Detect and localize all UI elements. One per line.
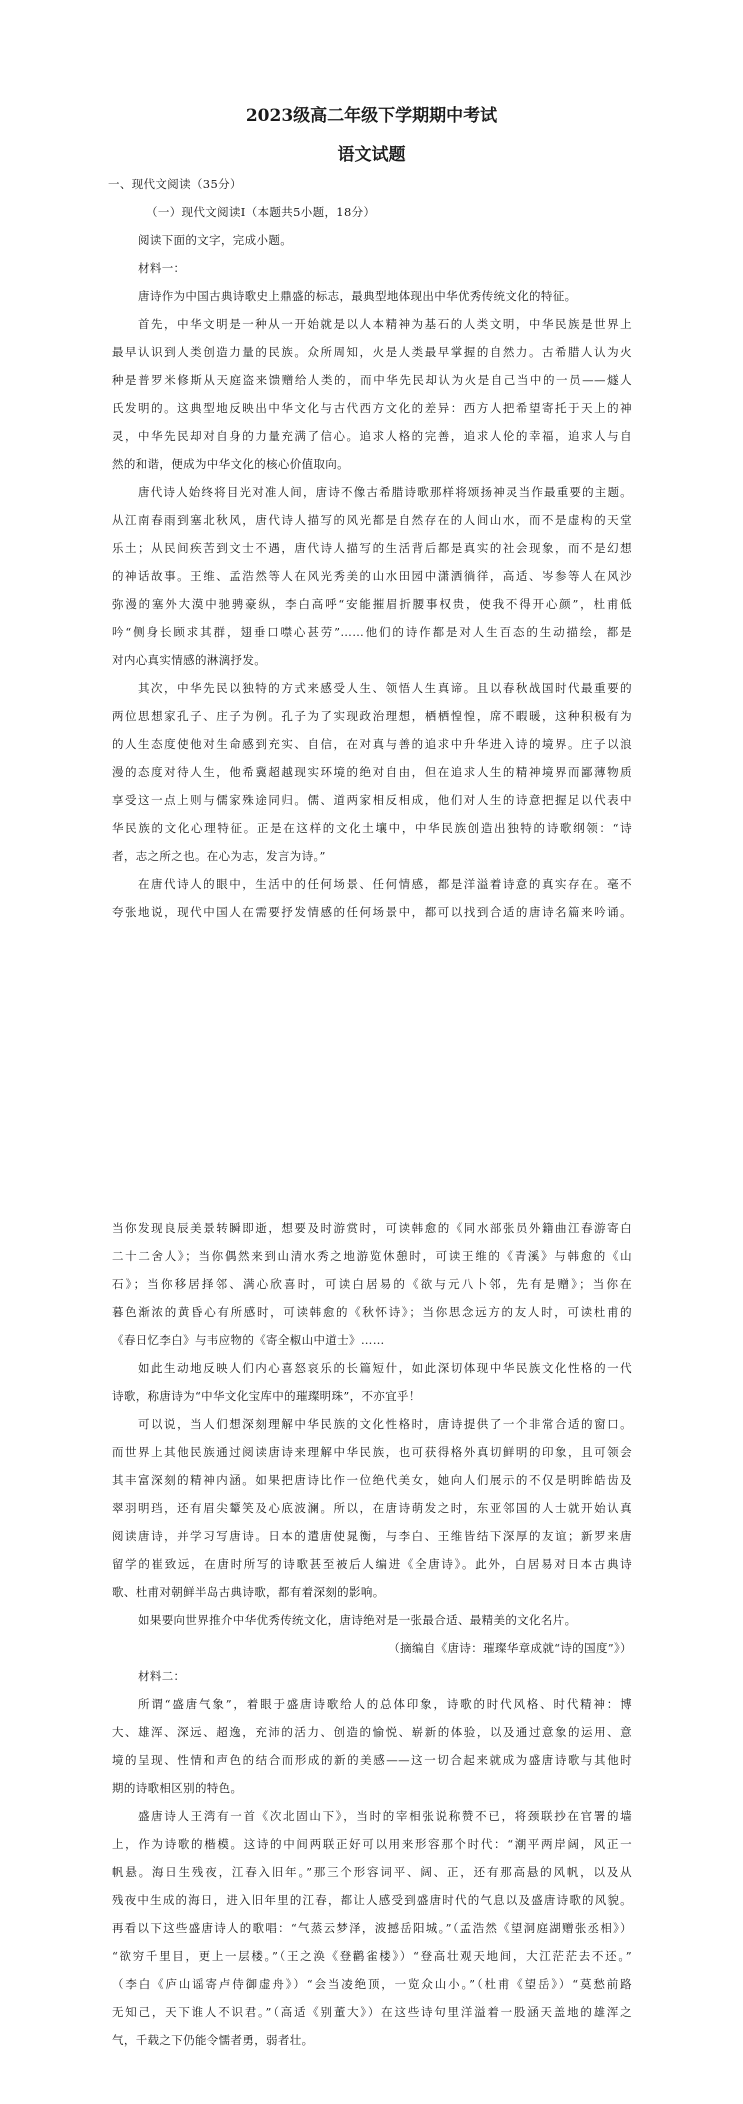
text-line: 的人生态度使他对生命感到充实、自信，在对真与善的追求中升华进入诗的境界。庄子以浪 <box>112 737 632 751</box>
text-line: 华民族的文化心理特征。正是在这样的文化土壤中，中华民族创造出独特的诗歌纲领：“诗 <box>112 821 632 835</box>
text-line: 在唐代诗人的眼中，生活中的任何场景、任何情感，都是洋溢着诗意的真实存在。毫不 <box>138 877 632 891</box>
text-line: 可以说，当人们想深刻理解中华民族的文化性格时，唐诗提供了一个非常合适的窗口。 <box>138 1417 632 1431</box>
material-1-label: 材料一： <box>138 261 186 275</box>
text-line: 翠羽明珰，还有眉尖颦笑及心底波澜。所以，在唐诗萌发之时，东亚邻国的人士就开始认真 <box>112 1501 632 1515</box>
exam-subtitle: 语文试题 <box>337 145 406 165</box>
text-line: 阅读唐诗，并学习写唐诗。日本的遣唐使晁衡，与李白、王维皆结下深厚的友谊；新罗来唐 <box>112 1529 632 1543</box>
text-line: 盛唐诗人王湾有一首《次北固山下》，当时的宰相张说称赞不已，将颈联抄在官署的墙 <box>138 1809 632 1823</box>
text-line: 残夜中生成的海日，进入旧年里的江春，都让人感受到盛唐时代的气息以及盛唐诗歌的风貌。 <box>112 1893 632 1907</box>
text-line: 境的呈现、性情和声色的结合而形成的新的美感——这一切合起来就成为盛唐诗歌与其他时 <box>112 1753 632 1767</box>
text-line: 乐土；从民间疾苦到文士不遇，唐代诗人描写的生活背后都是真实的社会现象，而不是幻想 <box>112 541 632 555</box>
text-line: 享受这一点上则与儒家殊途同归。儒、道两家相反相成，他们对人生的诗意把握足以代表中 <box>112 793 632 807</box>
text-line: 《春日忆李白》与韦应物的《寄全椒山中道士》…… <box>112 1333 385 1347</box>
text-line: 种是普罗米修斯从天庭盗来馈赠给人类的，而中华先民却认为火是自己当中的一员——燧人 <box>112 373 632 387</box>
material-2-label: 材料二： <box>138 1669 186 1683</box>
section-heading: 一、现代文阅读（35分） <box>108 177 242 191</box>
text-line: 者，志之所之也。在心为志，发言为诗。” <box>112 849 326 863</box>
text-line: “欲穷千里目，更上一层楼。”（王之涣《登鹳雀楼》）“登高壮观天地间，大江茫茫去不还。” <box>112 1949 632 1963</box>
text-line: 灵，中华先民却对自身的力量充满了信心。追求人格的完善，追求人伦的幸福，追求人与自 <box>112 429 632 443</box>
text-line: （李白《庐山谣寄卢侍御虚舟》）“会当凌绝顶，一览众山小。”（杜甫《望岳》）“莫愁前路 <box>112 1977 632 1991</box>
text-line: 所谓“盛唐气象”，着眼于盛唐诗歌给人的总体印象，诗歌的时代风格、时代精神：博 <box>138 1697 632 1711</box>
text-line: 其丰富深刻的精神内涵。如果把唐诗比作一位绝代美女，她向人们展示的不仅是明眸皓齿及 <box>112 1473 632 1487</box>
text-line: 如此生动地反映人们内心喜怒哀乐的长篇短什，如此深切体现中华民族文化性格的一代 <box>138 1361 632 1375</box>
text-line: 对内心真实情感的淋漓抒发。 <box>112 653 267 667</box>
instruction-text: 阅读下面的文字，完成小题。 <box>138 233 293 247</box>
text-line: 期的诗歌相区别的特色。 <box>112 1781 243 1795</box>
text-line: 唐代诗人始终将目光对准人间，唐诗不像古希腊诗歌那样将颂扬神灵当作最重要的主题。 <box>138 485 632 499</box>
text-line: 当你发现良辰美景转瞬即逝，想要及时游赏时，可读韩愈的《同水部张员外籍曲江春游寄白 <box>112 1221 632 1235</box>
text-line: 吟“侧身长顾求其群，翅垂口噤心甚劳”……他们的诗作都是对人生百态的生动描绘，都是 <box>112 625 632 639</box>
text-line: 留学的崔致远，在唐时所写的诗歌甚至被后人编进《全唐诗》。此外，白居易对日本古典诗 <box>112 1557 632 1571</box>
text-line: 氏发明的。这典型地反映出中华文化与古代西方文化的差异：西方人把希望寄托于天上的神 <box>112 401 632 415</box>
text-line: 大、雄浑、深远、超逸，充沛的活力、创造的愉悦、崭新的体验，以及通过意象的运用、意 <box>112 1725 632 1739</box>
text-line: 无知己，天下谁人不识君。”（高适《别董大》）在这些诗句里洋溢着一股涵天盖地的雄浑之 <box>112 2005 632 2019</box>
text-line: 而世界上其他民族通过阅读唐诗来理解中华民族，也可获得格外真切鲜明的印象，且可领会 <box>112 1445 632 1459</box>
text-line: 夸张地说，现代中国人在需要抒发情感的任何场景中，都可以找到合适的唐诗名篇来吟诵。 <box>112 905 632 919</box>
text-line: 首先，中华文明是一种从一开始就是以人本精神为基石的人类文明，中华民族是世界上 <box>138 317 632 331</box>
text-line: 诗歌，称唐诗为“中华文化宝库中的璀璨明珠”，不亦宜乎！ <box>112 1389 421 1403</box>
text-line: 二十二舍人》；当你偶然来到山清水秀之地游览休憩时，可读王维的《青溪》与韩愈的《山 <box>112 1249 632 1263</box>
text-line: 帆悬。海日生残夜，江春入旧年。”那三个形容词平、阔、正，还有那高悬的风帆，以及从 <box>112 1865 632 1879</box>
text-line: 从江南春雨到塞北秋风，唐代诗人描写的风光都是自然存在的人间山水，而不是虚构的天堂 <box>112 513 632 527</box>
text-line: 气，千载之下仍能令懦者勇，弱者壮。 <box>112 2033 314 2047</box>
text-line: 唐诗作为中国古典诗歌史上鼎盛的标志，最典型地体现出中华优秀传统文化的特征。 <box>138 289 577 303</box>
source-note: （摘编自《唐诗：璀璨华章成就“诗的国度”》） <box>388 1641 632 1655</box>
text-line: 再看以下这些盛唐诗人的歌唱：“气蒸云梦泽，波撼岳阳城。”（孟浩然《望洞庭湖赠张丞相》） <box>112 1921 632 1935</box>
text-line: 然的和谐，便成为中华文化的核心价值取向。 <box>112 457 349 471</box>
text-line: 歌、杜甫对朝鲜半岛古典诗歌，都有着深刻的影响。 <box>112 1585 385 1599</box>
text-line: 如果要向世界推介中华优秀传统文化，唐诗绝对是一张最合适、最精美的文化名片。 <box>138 1613 577 1627</box>
text-line: 暮色渐浓的黄昏心有所感时，可读韩愈的《秋怀诗》；当你思念远方的友人时，可读杜甫的 <box>112 1305 632 1319</box>
text-line: 弥漫的塞外大漠中驰骋豪纵，李白高呼“安能摧眉折腰事权贵，使我不得开心颜”，杜甫低 <box>112 597 632 611</box>
exam-title: 2023级高二年级下学期期中考试 <box>245 106 498 126</box>
text-line: 其次，中华先民以独特的方式来感受人生、领悟人生真谛。且以春秋战国时代最重要的 <box>138 681 632 695</box>
text-line: 最早认识到人类创造力量的民族。众所周知，火是人类最早掌握的自然力。古希腊人认为火 <box>112 345 632 359</box>
text-line: 上，作为诗歌的楷模。这诗的中间两联正好可以用来形容那个时代：“潮平两岸阔，风正一 <box>112 1837 632 1851</box>
subsection-heading: （一）现代文阅读Ⅰ（本题共5小题，18分） <box>146 205 376 219</box>
text-line: 的神话故事。王维、孟浩然等人在风光秀美的山水田园中潇洒徜徉，高适、岑参等人在风沙 <box>112 569 632 583</box>
text-line: 漫的态度对待人生，他希冀超越现实环境的绝对自由，但在追求人生的精神境界而鄙薄物质 <box>112 765 632 779</box>
text-line: 两位思想家孔子、庄子为例。孔子为了实现政治理想，栖栖惶惶，席不暇暖，这种积极有为 <box>112 709 632 723</box>
text-line: 石》；当你移居择邻、满心欣喜时，可读白居易的《欲与元八卜邻，先有是赠》；当你在 <box>112 1277 632 1291</box>
